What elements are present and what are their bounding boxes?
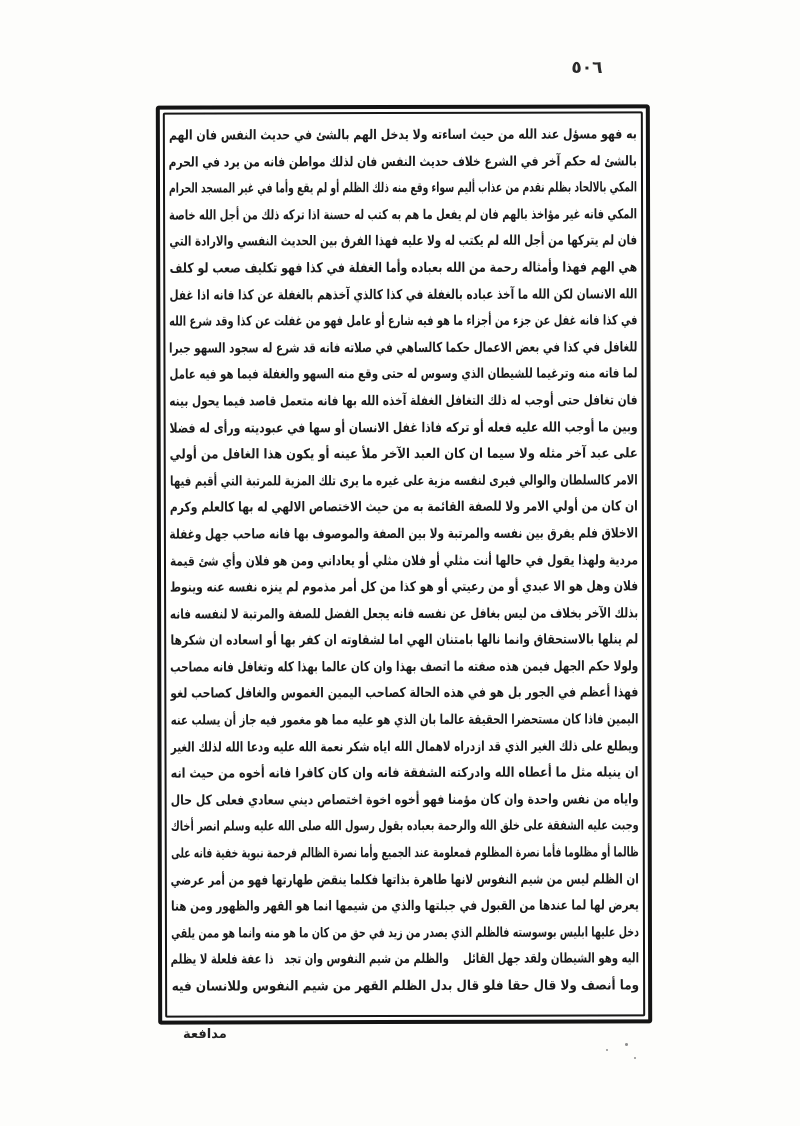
text-line: وبين ما أوجب الله عليه فعله أو تركه فاذا غفل الانسان أو سها في عبوديته ورأى له فضلا — [169, 418, 638, 437]
text-line: اليه وهو الشيطان ولقد جهل القائل والظلم من شيم النفوس وان تجد ذا عفة فلعلة لا يظلم — [170, 950, 640, 969]
page-number: ٥٠٦ — [571, 58, 603, 78]
text-line: بذلك الآخر بخلاف من ليس بغافل عن نفسه فانه يجعل الفضل للصفة والمرتبة لا لنفسه فانه — [169, 605, 639, 623]
text-line: لما فاته منه وترغيما للشيطان الذي وسوس له حتى وقع منه السهو والغفلة فيما هو فيه عامل — [169, 365, 638, 383]
text-line: ان كان من أولي الامر ولا للصفة القائمة به من حيث الاختصاص الالهي له بها كالعلم وكرم — [169, 498, 638, 516]
text-line: دخل عليها ابليس بوسوسته فالظلم الذي يصدر من زيد في حق من كان ما هو منه وانما هو ممن يلقي — [171, 924, 639, 942]
text-line: ان ينيله مثل ما أعطاه الله وادركته الشفقة فانه وان كان كافرا فانه أخوه من حيث انه — [170, 764, 639, 782]
text-line: في كذا فانه غفل عن جزء من أجزاء ما هو فيه شارع أو عامل فهو من غفلت عن كذا وقد شرع الله — [169, 312, 638, 330]
ink-speck — [606, 1049, 608, 1051]
text-line: لم ينلها بالاستحقاق وانما نالها بامتنان الهي اما لشقاوته ان كفر بها أو اسعاده ان شكرها — [170, 631, 639, 649]
text-line: به فهو مسؤل عند الله من حيث اساءته ولا يدخل الهم بالشئ في حديث النفس فان الهم — [168, 126, 637, 144]
text-line: المكي فانه غير مؤاخذ بالهم فان لم يفعل ما هم به كتب له حسنة اذا تركه ذلك من أجل الله خاصة — [169, 206, 638, 224]
text-block — [169, 121, 639, 1011]
text-line: ظالما أو مظلوما فأما نصرة المظلوم فمعلومة عند الجميع وأما نصرة الظالم فرحمة نبوية خفية فانه على — [171, 844, 639, 862]
text-line: ويطلع على ذلك الغير الذي قد ازدراه لاهمال الله اياه شكر نعمة الله عليه ودعا الله لذلك الغير — [170, 738, 639, 756]
text-line: فلان وهل هو الا عبدي أو من رعيتي أو هو كذا من كل أمر مذموم لم ينزه نفسه عنه وينوط — [169, 578, 639, 596]
text-line: هي الهم فهذا وأمثاله رحمة من الله بعباده وأما الغفلة في كذا فهو تكليف صعب لو كلف — [169, 259, 638, 277]
book-frame — [156, 104, 652, 1024]
text-line: ان الظلم ليس من شيم النفوس لانها طاهرة بذاتها فكلما ينقض طهارتها فهو من أمر عرضي — [170, 871, 639, 889]
text-line: فان لم يتركها من أجل الله لم يكتب له ولا عليه فهذا الفرق بين الحديث النفسي والارادة التي — [169, 232, 638, 250]
text-line: واياه من نفس واحدة وان كان مؤمنا فهو أخوه اخوة اختصاص ديني سعادي فعلى كل حال — [170, 791, 639, 809]
text-line: المكي بالالحاد بظلم نقدم من عذاب أليم سواء وقع منه ذلك الظلم أو لم يقع وأما في غير المسجد الحرام — [168, 179, 638, 197]
text-line: وما أنصف ولا قال حقا فلو قال بدل الظلم القهر من شيم النفوس وللانسان فيه — [171, 977, 640, 995]
text-line: يعرض لها لما عندها من القبول في جبلتها والذي من شيمها انما هو القهر والظهور ومن هنا — [170, 897, 639, 915]
text-line: الامر كالسلطان والوالي فيرى لنفسه مزية على غيره ما يرى تلك المزية للمرتبة التي أقيم فيها — [169, 472, 638, 490]
text-line: وجبت عليه الشفقة على خلق الله والرحمة بعباده بقول رسول الله صلى الله عليه وسلم انصر أخاك — [170, 817, 639, 836]
catchword: مدافعة — [183, 1027, 227, 1042]
text-line: ولولا حكم الجهل فيمن هذه صفته ما اتصف بهذا وان كان عالما بهذا كله وتغافل فانه مصاحب — [170, 658, 639, 676]
text-line: الاخلاق فلم يفرق بين نفسه والمرتبة ولا بين الصفة والموصوف بها فانه صاحب جهل وغفلة — [169, 525, 638, 543]
text-line: مردية ولهذا يقول في حالها أنت مثلي أو فلان مثلي أو يعاداني ومن هو فلان وأي شئ قيمة — [169, 551, 639, 570]
ink-speck — [625, 1043, 628, 1046]
text-line: للغافل في كذا في بعض الاعمال حكما كالساهي في صلاته فانه قد شرع له سجود السهو جبرا — [169, 339, 638, 357]
ink-speck — [634, 1057, 636, 1059]
text-line: فان تغافل حتى أوجب له ذلك التغافل الغفلة آخذه الله بها فانه متعمل قاصد فيما يحول بينه — [169, 392, 638, 410]
text-line: اليمين فاذا كان مستحضرا الحقيقة عالما بان الذي هو عليه مما هو مغمور فيه جاز أن يسلب عنه — [170, 711, 639, 729]
text-line: الله الانسان لكن الله ما آخذ عباده بالغفلة في كذا كالذي آخذهم بالغفلة عن كذا فانه اذا غفل — [169, 285, 638, 304]
text-line: بالشئ له حكم آخر في الشرع خلاف حديث النفس فان لذلك مواطن فانه من يرد في الحرم — [168, 152, 637, 171]
text-line: على عبد آخر مثله ولا سيما ان كان العبد الآخر ملأ عينه أو يكون هذا الغافل من أولي — [169, 445, 638, 463]
text-line: فهذا أعظم في الجور بل هو في هذه الحالة كصاحب اليمين الغموس والغافل كصاحب لغو — [170, 684, 639, 703]
